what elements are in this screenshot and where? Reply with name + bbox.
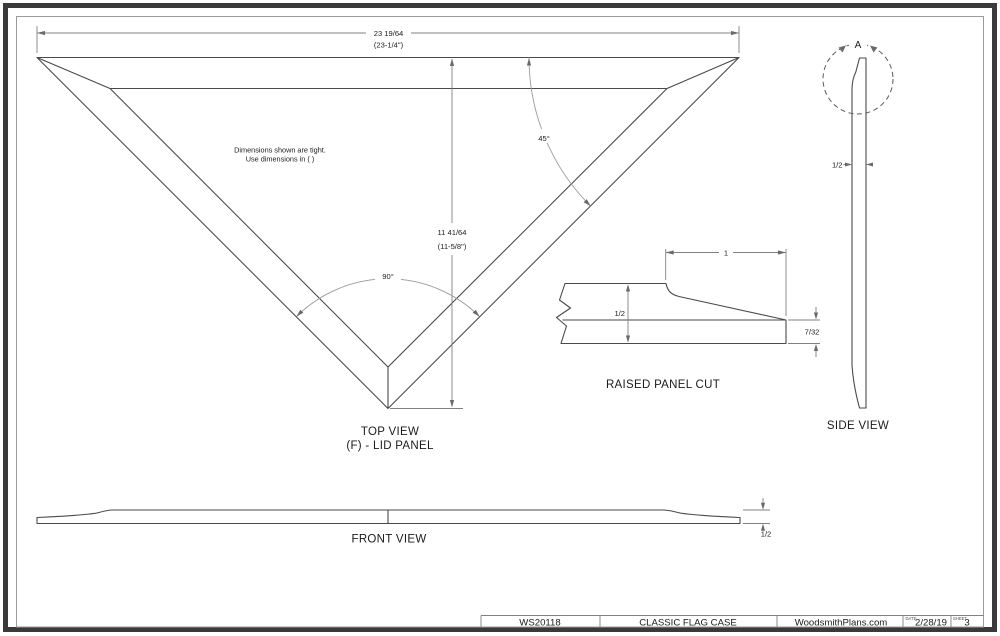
raised-panel-thickness-dimension <box>614 284 630 343</box>
width-dim-arrow-left <box>37 31 45 35</box>
top-view-width-dimension <box>37 26 739 53</box>
angle-45-arrow-top <box>527 58 531 66</box>
side-view-thickness-arrow-right <box>866 163 873 167</box>
raised-panel-edge-arrow-bottom <box>814 344 818 351</box>
raised-panel-width-text: 1 <box>723 248 729 258</box>
detail-circle <box>823 44 893 114</box>
front-view-thickness-lines <box>743 498 770 529</box>
front-view <box>37 498 771 546</box>
top-view-outline <box>37 58 739 409</box>
raised-panel-width-dimension <box>666 249 786 317</box>
top-view-height-dim-alt-text: (11-5/8") <box>437 242 467 251</box>
width-dim-arrow-right <box>731 31 739 35</box>
front-view-thickness-dimension <box>743 498 771 539</box>
detail-arrow-right <box>870 46 878 53</box>
note-line1: Dimensions shown are tight. <box>234 145 326 155</box>
title-block-date: 2/28/19 <box>914 617 948 629</box>
front-view-thickness-arrow-top <box>761 503 765 510</box>
detail-letter: A <box>854 40 862 51</box>
front-view-profile <box>37 510 740 524</box>
top-view-width-dim-alt-text: (23-1/4") <box>373 40 404 50</box>
raised-panel-width-arrow-left <box>666 250 674 254</box>
top-view-label-line1: TOP VIEW <box>360 426 420 438</box>
inner-border <box>17 17 984 628</box>
raised-panel-thickness-text: 1/2 <box>614 309 625 318</box>
side-view <box>823 36 893 432</box>
raised-panel-edge-dimension <box>788 307 820 357</box>
raised-panel-label: RAISED PANEL CUT <box>605 379 721 391</box>
top-view-label-line2: (F) - LID PANEL <box>346 440 434 452</box>
raised-panel-width-arrow-right <box>778 250 786 254</box>
raised-panel-thickness-arrow-bottom <box>626 336 630 343</box>
angle-90-text: 90° <box>382 272 394 281</box>
top-view-width-dim-text: 23 19/64 <box>373 29 404 38</box>
angle-45-text: 45° <box>538 134 550 143</box>
title-block-code: WS20118 <box>519 617 561 629</box>
top-view-height-dimension <box>390 59 467 409</box>
height-dim-arrow-top <box>450 59 454 67</box>
outer-border <box>6 6 995 630</box>
detail-callout-a <box>823 36 893 114</box>
side-view-thickness-text: 1/2 <box>831 160 843 170</box>
raised-panel-width-lines <box>666 249 786 316</box>
angle-45-dimension <box>527 58 591 207</box>
side-view-profile <box>852 58 866 408</box>
title-block-sheet: 3 <box>964 617 970 629</box>
title-block-date-label: DATE <box>905 616 917 621</box>
top-view-note <box>234 146 326 164</box>
raised-panel-edge-text: 7/32 <box>804 327 820 337</box>
title-block-site: WoodsmithPlans.com <box>794 617 888 629</box>
front-view-label: FRONT VIEW <box>351 533 427 546</box>
top-view-height-dim-text: 11 41/64 <box>437 228 467 237</box>
title-block-title: CLASSIC FLAG CASE <box>639 617 737 629</box>
side-view-label: SIDE VIEW <box>826 420 890 432</box>
raised-panel-thickness-arrow-top <box>626 284 630 291</box>
raised-panel-profile <box>557 284 787 344</box>
raised-panel-edge-arrow-top <box>814 313 818 320</box>
raised-panel-cut-detail <box>557 249 821 392</box>
height-dim-arrow-bottom <box>450 400 454 408</box>
note-line2: Use dimensions in ( ) <box>245 154 315 164</box>
title-block-sheet-label: SHEET <box>953 616 967 621</box>
side-view-thickness-arrow-left <box>845 163 852 167</box>
front-view-thickness-text: 1/2 <box>760 529 772 539</box>
sheet-borders <box>6 6 995 630</box>
